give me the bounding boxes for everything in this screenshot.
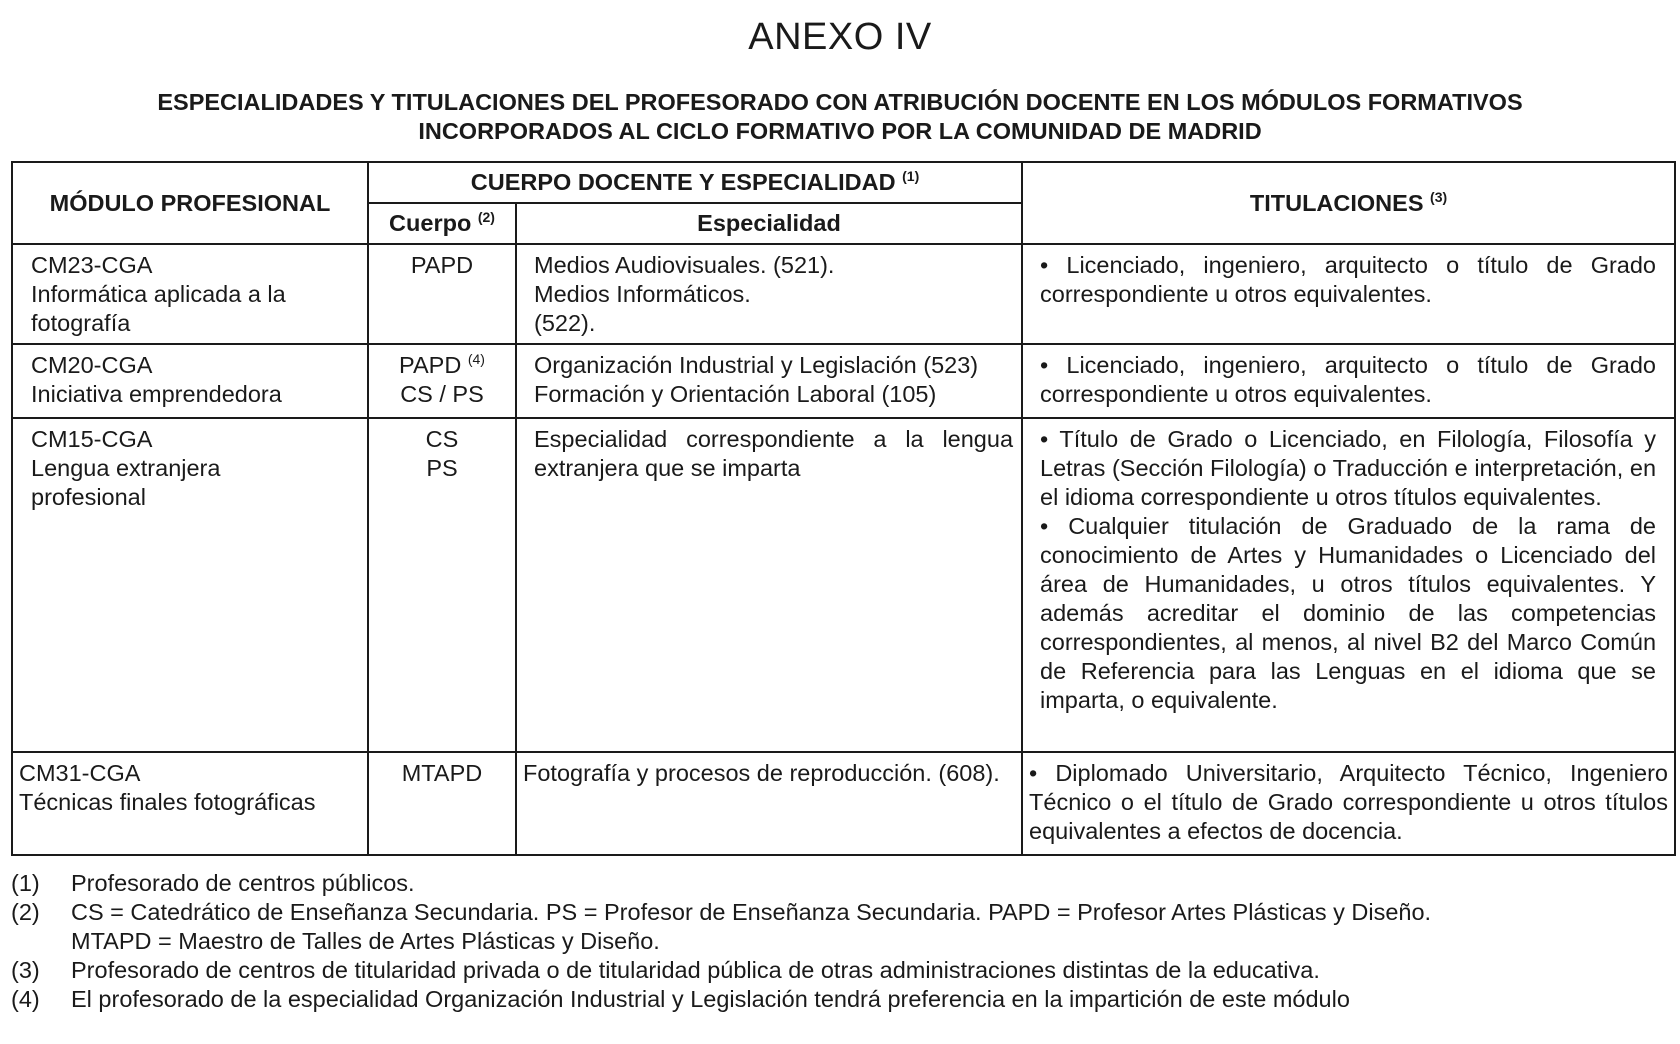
- footnote-item: (2) CS = Catedrático de Enseñanza Secundaria. PS = Profesor de Enseñanza Secundaria. PAPD = Profesor Artes Plásticas y Diseño.: [11, 899, 1432, 925]
- cell-modulo: CM23-CGA Informática aplicada a la fotografía: [12, 244, 368, 344]
- cell-titulaciones: • Licenciado, ingeniero, arquitecto o título de Grado correspondiente u otros equivalentes.: [1022, 244, 1675, 344]
- cell-modulo: CM31-CGA Técnicas finales fotográficas: [12, 752, 368, 855]
- subtitle-line-2: INCORPORADOS AL CICLO FORMATIVO POR LA COMUNIDAD DE MADRID: [418, 118, 1262, 144]
- header-modulo: MÓDULO PROFESIONAL: [12, 162, 368, 244]
- cell-especialidad: Organización Industrial y Legislación (523) Formación y Orientación Laboral (105): [516, 344, 1022, 418]
- footnote-item: (4) El profesorado de la especialidad Organización Industrial y Legislación tendrá preferencia en la impartición de este módulo: [11, 986, 1350, 1012]
- footnote-ref: (2): [477, 209, 495, 225]
- cell-cuerpo: PAPD: [368, 244, 516, 344]
- header-row-1: [12, 162, 1675, 203]
- footnote-ref: (4): [467, 351, 485, 367]
- document-subtitle: [60, 88, 1620, 146]
- cell-modulo: CM20-CGA Iniciativa emprendedora: [12, 344, 368, 418]
- footnote-item: (1) Profesorado de centros públicos.: [11, 870, 415, 896]
- table-row: [12, 752, 1675, 855]
- footnote-ref: (1): [902, 168, 920, 184]
- table-row: [12, 244, 1675, 344]
- modules-table: [11, 161, 1676, 856]
- subtitle-line-1: ESPECIALIDADES Y TITULACIONES DEL PROFESORADO CON ATRIBUCIÓN DOCENTE EN LOS MÓDULOS FORMATIVOS: [157, 89, 1523, 115]
- document-title: ANEXO IV: [748, 16, 932, 58]
- cell-cuerpo: MTAPD: [368, 752, 516, 855]
- header-cuerpo: Cuerpo $^{(2)}$: [368, 203, 516, 244]
- footnote-continuation: MTAPD = Maestro de Talles de Artes Plásticas y Diseño.: [71, 928, 660, 954]
- cell-titulaciones: • Título de Grado o Licenciado, en Filología, Filosofía y Letras (Sección Filología) o Traducción e interpretación, en el idioma correspondiente u otros títulos equivalentes. • Cualquier titulación de Graduado de la rama de conocimiento de Artes y Humanidades o Licenciado del área de Humanidades, u otros títulos equivalentes. Y además acreditar el dominio de las competencias correspondientes, al menos, al nivel B2 del Marco Común de Referencia para las Lenguas en el idioma que se imparta, o equivalente.: [1022, 418, 1675, 752]
- footnote-ref: (3): [1430, 188, 1448, 205]
- footnotes: [11, 869, 1671, 1014]
- footnote-item: (3) Profesorado de centros de titularidad privada o de titularidad pública de otras administraciones distintas de la educativa.: [11, 957, 1320, 983]
- cell-cuerpo: PAPD $^{(4)}$ CS / PS: [368, 344, 516, 418]
- cell-especialidad: Medios Audiovisuales. (521). Medios Informáticos. (522).: [516, 244, 1022, 344]
- header-especialidad: Especialidad: [516, 203, 1022, 244]
- cell-titulaciones: • Licenciado, ingeniero, arquitecto o título de Grado correspondiente u otros equivalentes.: [1022, 344, 1675, 418]
- table-row: [12, 344, 1675, 418]
- cell-especialidad: Especialidad correspondiente a la lengua extranjera que se imparta: [516, 418, 1022, 752]
- cell-modulo: CM15-CGA Lengua extranjera profesional: [12, 418, 368, 752]
- cell-cuerpo: CS PS: [368, 418, 516, 752]
- table-row: [12, 418, 1675, 752]
- header-titulaciones: TITULACIONES $^{(3)}$: [1022, 162, 1675, 244]
- cell-especialidad: Fotografía y procesos de reproducción. (608).: [516, 752, 1022, 855]
- cell-titulaciones: • Diplomado Universitario, Arquitecto Técnico, Ingeniero Técnico o el título de Grado correspondiente u otros títulos equivalentes a efectos de docencia.: [1022, 752, 1675, 855]
- header-cuerpo-docente: CUERPO DOCENTE Y ESPECIALIDAD $^{(1)}$: [368, 162, 1022, 203]
